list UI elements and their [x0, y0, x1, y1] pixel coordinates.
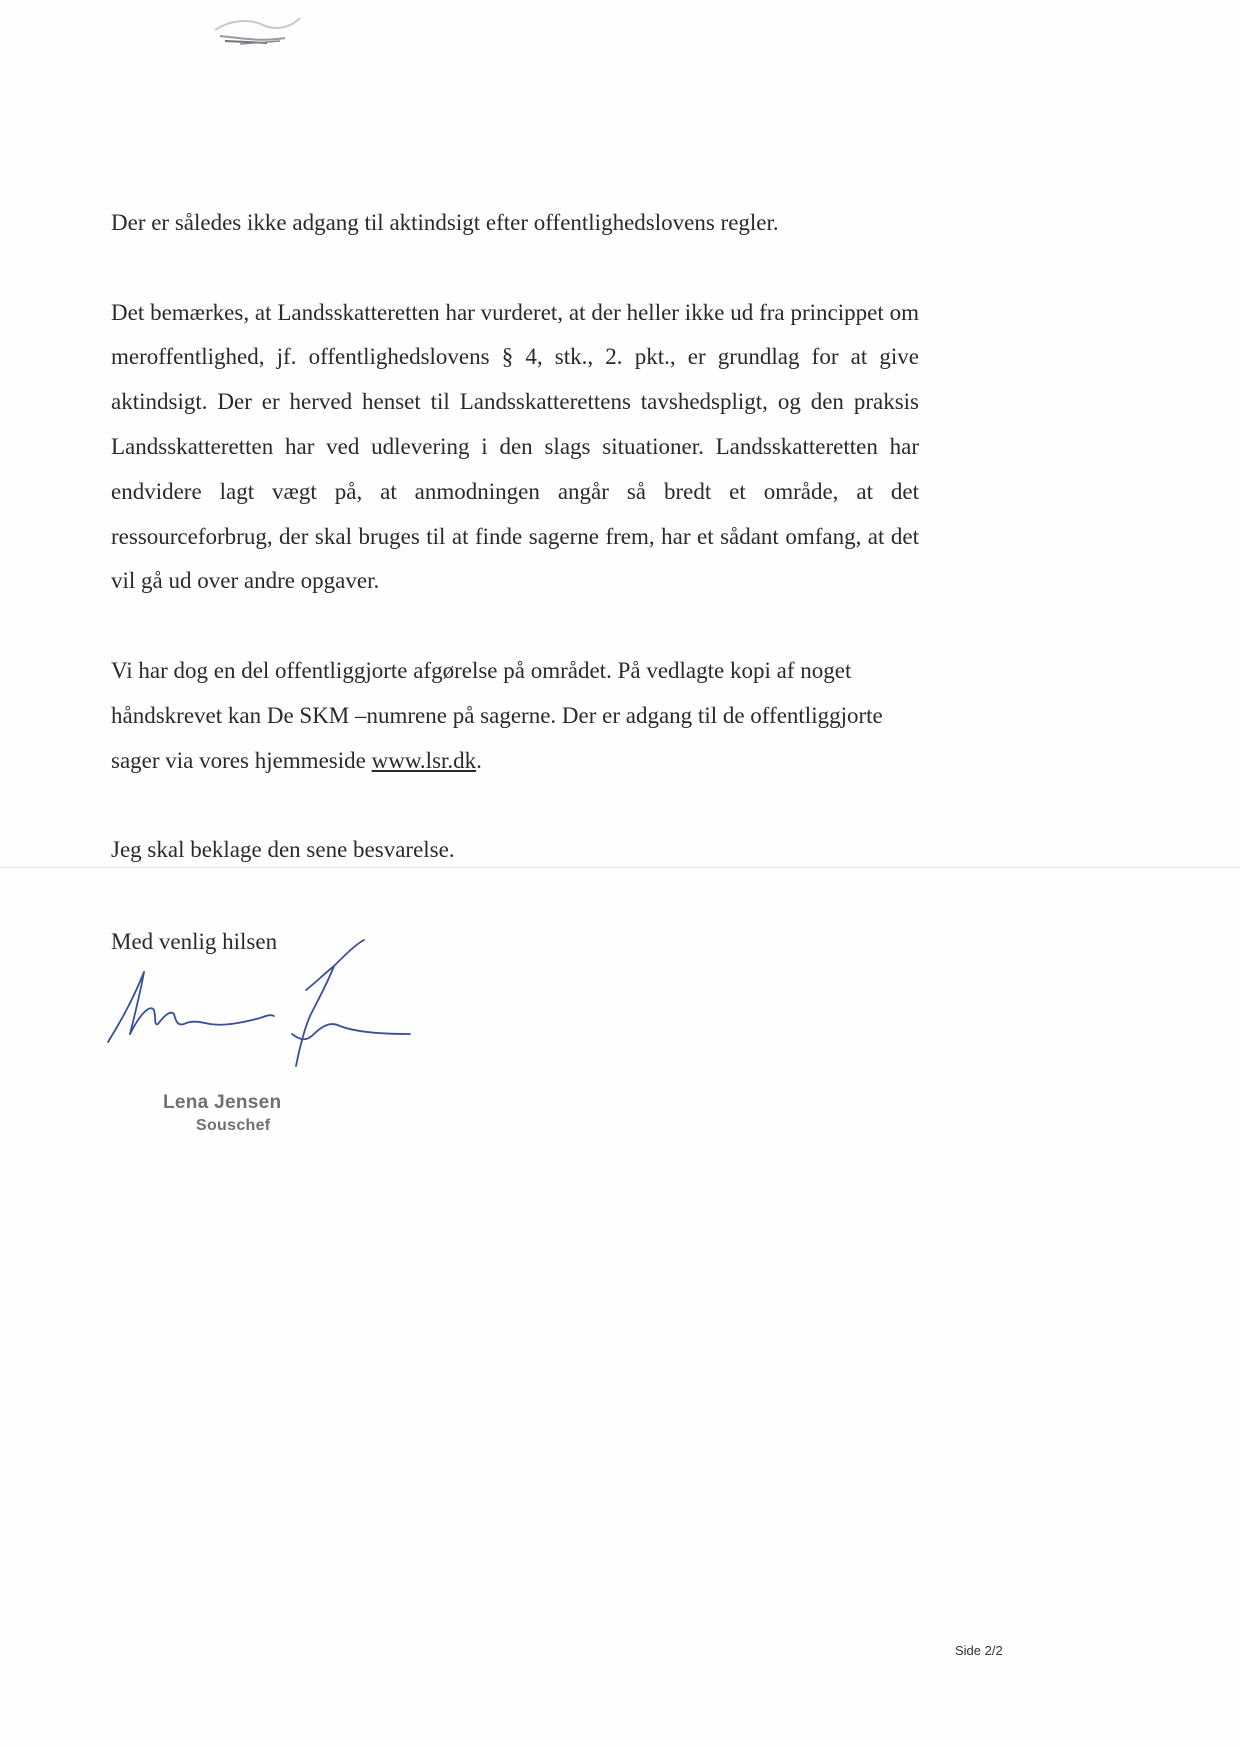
- page-number: Side 2/2: [955, 1643, 1003, 1658]
- paragraph-meroffentlighed: Det bemærkes, at Landsskatteretten har vurderet, at der heller ikke ud fra princippet om meroffentlighed, jf. offentlighedslovens § 4, stk., 2. pkt., er grundlag for at give aktindsigt. Der er herved henset til Landsskatterettens tavshedspligt, og den praksis Landsskatteretten har ved udlevering i den slags situationer. Landsskatteretten har endvidere lagt vægt på, at anmodningen angår så bredt et område, at det ressourceforbrug, der skal bruges til at finde sagerne frem, har et sådant omfang, at det vil gå ud over andre opgaver.: [111, 299, 919, 594]
- paragraph-apology: Jeg skal beklage den sene besvarelse.: [111, 837, 455, 863]
- staple-mark: [205, 8, 315, 50]
- paragraph-published-end: .: [476, 747, 482, 773]
- stamp-title: Souschef: [196, 1117, 271, 1134]
- name-stamp: [163, 1091, 281, 1137]
- handwritten-signature: [100, 938, 420, 1073]
- paragraph-published-text: Vi har dog en del offentliggjorte afgørelse på området. På vedlagte kopi af noget håndskrevet kan De SKM –numrene på sagerne. Der er adgang til de offentliggjorte sager via vores hjemmeside: [111, 657, 883, 773]
- website-link[interactable]: www.lsr.dk: [371, 747, 477, 773]
- paragraph-published-decisions: [111, 649, 919, 783]
- closing-greeting: Med venlig hilsen: [111, 929, 278, 954]
- letter-body: [111, 201, 919, 918]
- stamp-name: Lena Jensen: [163, 1092, 282, 1113]
- paragraph-no-access: Der er således ikke adgang til aktindsigt efter offentlighedslovens regler.: [111, 210, 779, 235]
